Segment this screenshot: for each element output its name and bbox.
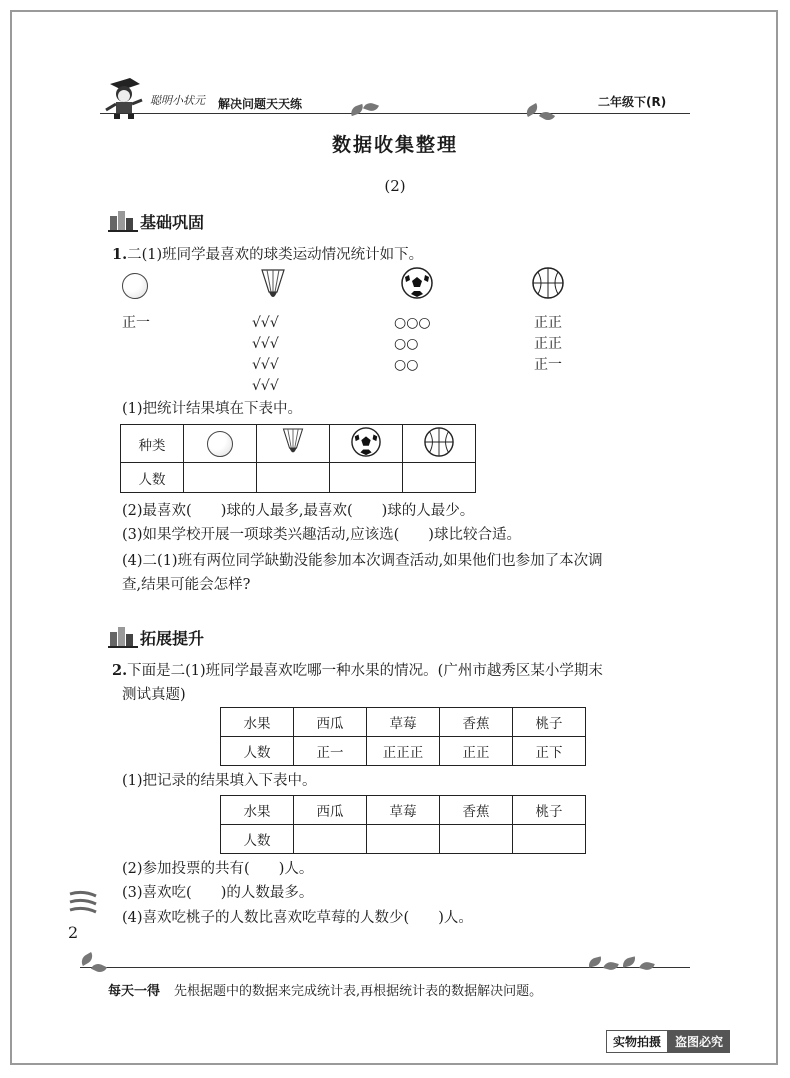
table-header-cell: 西瓜 [294,796,367,825]
question-1-text [112,244,423,266]
question-2-stem: 下面是二(1)班同学最喜欢吃哪一种水果的情况。(广州市越秀区某小学期末 [127,663,603,679]
table-header-cell: 种类 [121,425,184,463]
table-icon-cell [257,425,330,463]
fruit-tally-table [220,707,586,766]
table-row-label: 人数 [121,463,184,493]
answer-cell[interactable] [330,463,403,493]
question-number: 2. [112,662,128,679]
daily-tip-text: 先根据题中的数据来完成统计表,再根据统计表的数据解决问题。 [174,984,543,999]
stamp-left: 实物拍摄 [606,1030,668,1053]
tally-cell: 正下 [513,737,586,766]
books-icon [108,208,138,232]
question-2-part-2: (2)参加投票的共有( )人。 [122,861,314,877]
fruit-stats-table [220,795,586,854]
question-1-part-3: (3)如果学校开展一项球类兴趣活动,应该选( )球比较合适。 [122,527,521,543]
question-number: 1. [112,246,128,263]
question-2-part-1: (1)把记录的结果填入下表中。 [122,773,317,789]
tally-ping-pong: 正一 [122,315,150,331]
header-divider [100,113,690,114]
question-2-part-4: (4)喜欢吃桃子的人数比喜欢吃草莓的人数少( )人。 [122,910,473,926]
grade-label: 二年级下(R) [598,95,667,109]
table-header-cell: 水果 [221,796,294,825]
stripes-icon [66,890,100,920]
answer-cell[interactable] [513,825,586,854]
basketball-icon [532,267,564,299]
series-title: 解决问题天天练 [218,97,303,111]
shuttlecock-icon [280,427,306,457]
question-1-part-1: (1)把统计结果填在下表中。 [122,401,303,417]
answer-cell[interactable] [257,463,330,493]
shuttlecock-icon [258,268,288,302]
footer-divider [80,967,690,968]
stamp-right: 盗图必究 [668,1030,730,1053]
tally-cell: 正一 [294,737,367,766]
tally-cell: 正正正 [367,737,440,766]
basketball-icon [424,427,454,457]
table-row-label: 人数 [221,825,294,854]
tally-soccer: ○○○ ○○ ○○ [394,315,431,373]
page-title: 数据收集整理 [331,134,458,156]
tally-basketball: 正正 正正 正一 [534,315,562,373]
table-header-cell: 桃子 [513,708,586,737]
table-header-cell: 桃子 [513,796,586,825]
question-2-part-3: (3)喜欢吃( )的人数最多。 [122,885,314,901]
question-1-stem: 二(1)班同学最喜欢的球类运动情况统计如下。 [127,247,424,263]
table-row-label: 人数 [221,737,294,766]
ping-pong-ball-icon [207,431,233,457]
question-2-text-line-1 [112,660,603,682]
section-extension-title: 拓展提升 [140,629,205,648]
table-header-cell: 草莓 [367,708,440,737]
daily-tip-label: 每天一得 [108,984,161,999]
answer-cell[interactable] [294,825,367,854]
table-header-cell: 西瓜 [294,708,367,737]
table-header-cell: 草莓 [367,796,440,825]
books-icon [108,624,138,648]
tally-cell: 正正 [440,737,513,766]
table-header-cell: 水果 [221,708,294,737]
soccer-ball-icon [351,427,381,457]
answer-cell[interactable] [403,463,476,493]
page-number: 2 [68,923,79,942]
question-1-part-2: (2)最喜欢( )球的人最多,最喜欢( )球的人最少。 [122,503,475,519]
soccer-ball-icon [401,267,433,299]
answer-cell[interactable] [184,463,257,493]
table-icon-cell [184,425,257,463]
tally-shuttlecock: √√√ √√√ √√√ √√√ [252,315,279,394]
ping-pong-ball-icon [122,273,148,299]
table-header-cell: 香蕉 [440,708,513,737]
daily-tip [108,980,542,999]
table-icon-cell [330,425,403,463]
answer-cell[interactable] [440,825,513,854]
table-header-cell: 香蕉 [440,796,513,825]
page-subtitle: (2) [384,177,406,195]
section-basics-title: 基础巩固 [140,213,205,232]
question-1-part-4-line-1: (4)二(1)班有两位同学缺勤没能参加本次调查活动,如果他们也参加了本次调 [122,553,603,569]
question-2-text-line-2: 测试真题) [122,687,186,703]
watermark-stamp [606,1030,730,1053]
question-1-part-4-line-2: 查,结果可能会怎样? [122,577,251,593]
answer-cell[interactable] [367,825,440,854]
table-icon-cell [403,425,476,463]
ball-stats-table [120,424,476,493]
brand-logo: 聪明小状元 [150,94,205,107]
